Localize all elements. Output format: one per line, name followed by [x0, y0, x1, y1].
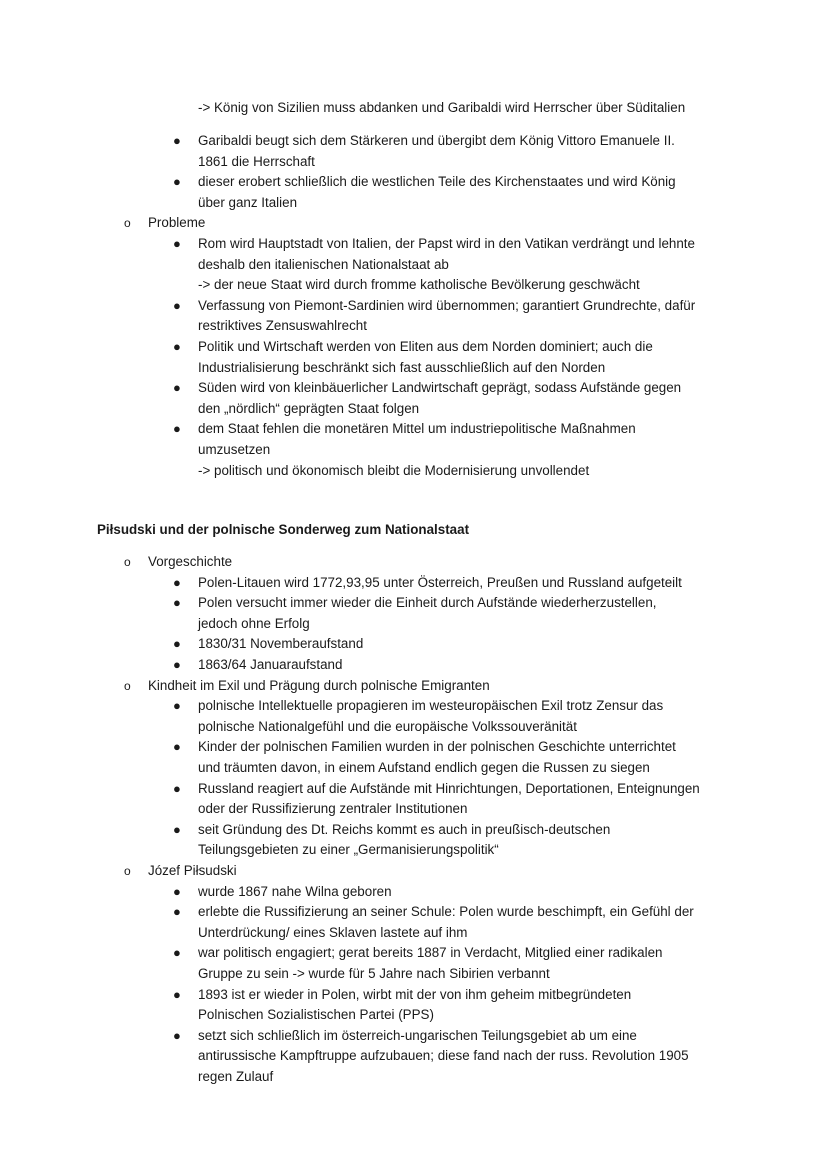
- bullet-dot-icon: ●: [173, 174, 181, 190]
- bullet-text: Politik und Wirtschaft werden von Eliten aus dem Norden dominiert; auch die: [198, 339, 653, 354]
- bullet-text: erlebte die Russifizierung an seiner Schule: Polen wurde beschimpft, ein Gefühl der: [198, 904, 694, 920]
- bullet-text: oder der Russifizierung zentraler Institutionen: [198, 801, 468, 817]
- bullet-text: 1893 ist er wieder in Polen, wirbt mit der von ihm geheim mitbegründeten: [198, 986, 632, 1002]
- bullet-dot-icon: ●: [173, 698, 181, 714]
- bullet-dot-icon: ●: [173, 821, 181, 837]
- bullet-text: -> der neue Staat wird durch fromme katholische Bevölkerung geschwächt: [198, 277, 640, 293]
- bullet-dot-icon: ●: [173, 739, 181, 755]
- bullet-text: Polen-Litauen wird 1772,93,95 unter Österreich, Preußen und Russland aufgeteilt: [198, 574, 682, 590]
- bullet-dot-icon: ●: [173, 421, 181, 437]
- bullet-dot-icon: ●: [173, 133, 181, 148]
- bullet-dot-icon: ●: [173, 636, 181, 652]
- bullet-dot-icon: ●: [173, 1027, 181, 1043]
- bullet-dot-icon: ●: [173, 945, 181, 961]
- bullet-text: 1863/64 Januaraufstand: [198, 657, 343, 672]
- bullet-text: restriktives Zensuswahlrecht: [198, 318, 367, 334]
- bullet-text: 1861 die Herrschaft: [198, 153, 315, 169]
- bullet-text: seit Gründung des Dt. Reichs kommt es auch in preußisch-deutschen: [198, 821, 611, 837]
- bullet-dot-icon: ●: [173, 574, 181, 590]
- bullet-text: den „nördlich“ geprägten Staat folgen: [198, 400, 420, 416]
- bullet-text: über ganz Italien: [198, 194, 298, 210]
- circle-bullet-icon: o: [124, 864, 131, 878]
- bullet-text: Teilungsgebieten zu einer „Germanisierungspolitik“: [198, 842, 499, 858]
- bullet-text: setzt sich schließlich im österreich-ungarischen Teilungsgebiet ab um eine: [198, 1027, 637, 1043]
- bullet-text: regen Zulauf: [198, 1069, 274, 1084]
- bullet-text: und träumten davon, in einem Aufstand endlich gegen die Russen zu siegen: [198, 760, 650, 775]
- bullet-text: deshalb den italienischen Nationalstaat ab: [198, 256, 449, 272]
- bullet-dot-icon: ●: [173, 339, 181, 354]
- bullet-text: Süden wird von kleinbäuerlicher Landwirtschaft geprägt, sodass Aufstände gegen: [198, 380, 682, 396]
- bullet-text: polnische Intellektuelle propagieren im westeuropäischen Exil trotz Zensur das: [198, 698, 664, 714]
- bullet-text: Polnischen Sozialistischen Partei (PPS): [198, 1007, 434, 1023]
- outline-label: Józef Piłsudski: [148, 863, 237, 878]
- bullet-text: polnische Nationalgefühl und die europäische Volkssouveränität: [198, 718, 577, 734]
- bullet-text: Russland reagiert auf die Aufstände mit Hinrichtungen, Deportationen, Enteignungen: [198, 780, 700, 796]
- bullet-dot-icon: ●: [173, 595, 181, 611]
- circle-bullet-icon: o: [124, 678, 131, 693]
- bullet-text: war politisch engagiert; gerat bereits 1887 in Verdacht, Mitglied einer radikalen: [198, 945, 663, 961]
- bullet-dot-icon: ●: [173, 883, 181, 899]
- circle-bullet-icon: o: [124, 216, 131, 231]
- bullet-dot-icon: ●: [173, 986, 181, 1002]
- outline-label: Probleme: [148, 215, 206, 231]
- bullet-text: dieser erobert schließlich die westlichen Teile des Kirchenstaates und wird König: [198, 174, 676, 190]
- bullet-text: antirussische Kampftruppe aufzubauen; diese fand nach der russ. Revolution 1905: [198, 1048, 689, 1064]
- bullet-text: Polen versucht immer wieder die Einheit durch Aufstände wiederherzustellen,: [198, 595, 657, 611]
- bullet-text: Verfassung von Piemont-Sardinien wird übernommen; garantiert Grundrechte, dafür: [198, 297, 696, 313]
- bullet-text: Garibaldi beugt sich dem Stärkeren und übergibt dem König Vittoro Emanuele II.: [198, 133, 675, 148]
- outline-label: Kindheit im Exil und Prägung durch polnische Emigranten: [148, 677, 490, 693]
- bullet-text: Industrialisierung beschränkt sich fast ausschließlich auf den Norden: [198, 359, 606, 375]
- bullet-text: Unterdrückung/ eines Sklaven lastete auf ihm: [198, 924, 468, 940]
- bullet-dot-icon: ●: [173, 780, 181, 796]
- bullet-text: wurde 1867 nahe Wilna geboren: [198, 883, 392, 899]
- circle-bullet-icon: o: [124, 555, 131, 569]
- bullet-dot-icon: ●: [173, 657, 181, 672]
- outline-label: Vorgeschichte: [148, 554, 233, 569]
- bullet-text: -> politisch und ökonomisch bleibt die Modernisierung unvollendet: [198, 462, 590, 478]
- bullet-text: Gruppe zu sein -> wurde für 5 Jahre nach Sibirien verbannt: [198, 966, 550, 981]
- bullet-text: dem Staat fehlen die monetären Mittel um industriepolitische Maßnahmen: [198, 421, 636, 437]
- bullet-dot-icon: ●: [173, 236, 181, 251]
- bullet-dot-icon: ●: [173, 380, 181, 396]
- bullet-text: umzusetzen: [198, 442, 271, 457]
- bullet-text: jedoch ohne Erfolg: [198, 615, 310, 631]
- bullet-text: 1830/31 Novemberaufstand: [198, 636, 364, 652]
- bullet-text: Kinder der polnischen Familien wurden in der polnischen Geschichte unterrichtet: [198, 739, 676, 755]
- bullet-dot-icon: ●: [173, 297, 181, 313]
- bullet-text: Rom wird Hauptstadt von Italien, der Papst wird in den Vatikan verdrängt und lehnte: [198, 236, 695, 251]
- bullet-dot-icon: ●: [173, 904, 181, 920]
- section-heading: Piłsudski und der polnische Sonderweg zum Nationalstaat: [97, 522, 470, 537]
- continuation-line: -> König von Sizilien muss abdanken und Garibaldi wird Herrscher über Süditalien: [198, 100, 686, 115]
